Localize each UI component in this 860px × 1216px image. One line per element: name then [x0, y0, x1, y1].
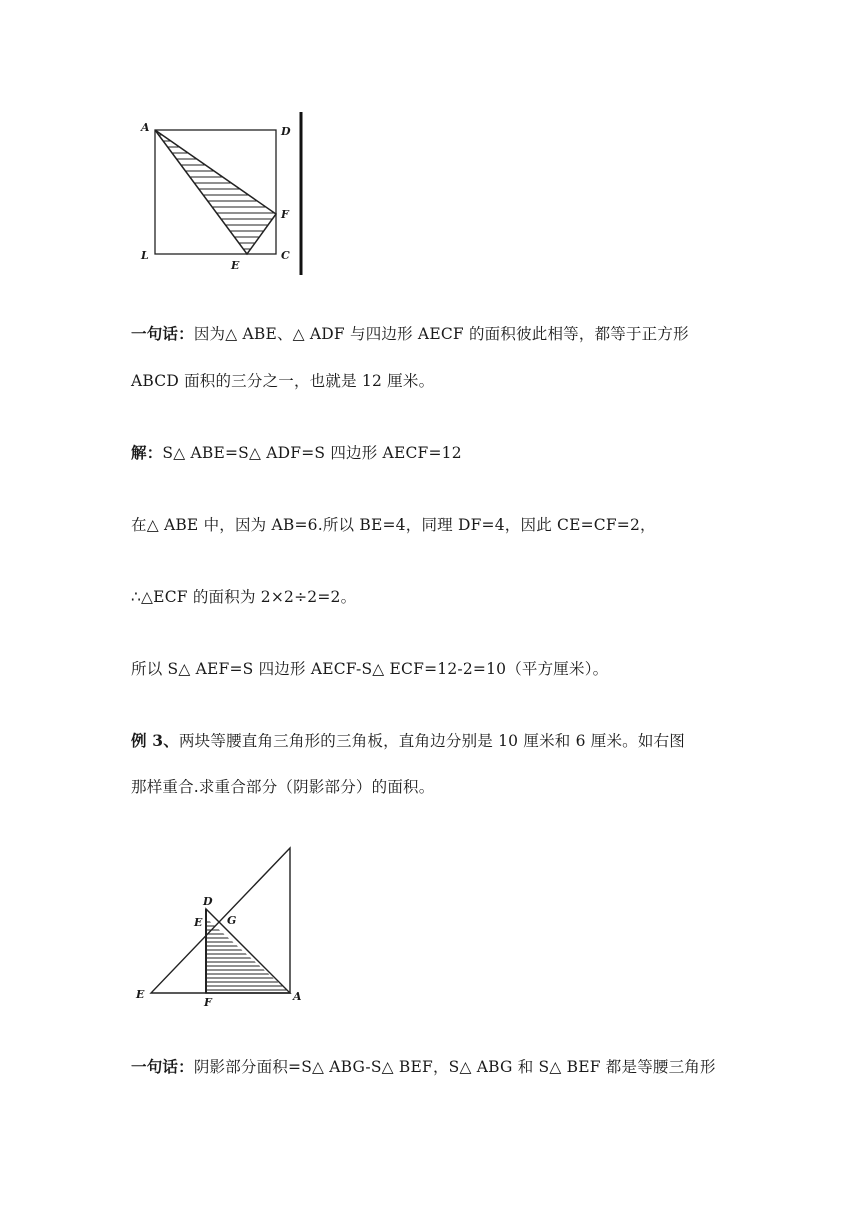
paragraph-1-line-1 [131, 323, 689, 345]
paragraph-2-label: 一句话： [131, 1057, 194, 1076]
example-3-line-2 [131, 776, 434, 798]
solution-label: 解： [131, 443, 163, 462]
label-e: E [231, 259, 240, 272]
solution-text-3: ∴△ECF 的面积为 2×2÷2=2。 [131, 588, 357, 606]
paragraph-1-line-2 [131, 370, 434, 392]
example-3-label: 例 3、 [131, 731, 179, 750]
label-f: F [281, 208, 289, 221]
paragraph-1-label: 一句话： [131, 324, 194, 343]
solution-line-4 [131, 658, 608, 680]
paragraph-2-text-1: 阴影部分面积=S△ ABG-S△ BEF，S△ ABG 和 S△ BEF 都是等腰三角形 [193, 1058, 716, 1076]
label-a: A [293, 990, 302, 1003]
figure-square-diagram [130, 105, 310, 280]
solution-text-4: 所以 S△ AEF=S 四边形 AECF-S△ ECF=12-2=10（平方厘米）。 [131, 660, 609, 678]
solution-line-3 [131, 586, 356, 608]
solution-text-1: S△ ABE=S△ ADF=S 四边形 AECF=12 [162, 444, 462, 462]
solution-text-2: 在△ ABE 中，因为 AB=6.所以 BE=4，同理 DF=4，因此 CE=CF=2， [131, 516, 656, 534]
label-l: L [141, 249, 149, 262]
label-c: C [281, 249, 290, 262]
shaded-triangle-hatch [130, 135, 310, 249]
solution-line-1 [131, 442, 462, 464]
paragraph-2-line-1 [131, 1056, 716, 1078]
paragraph-1-text-1: 因为△ ABE、△ ADF 与四边形 AECF 的面积彼此相等，都等于正方形 [193, 325, 689, 343]
label-g: G [227, 914, 237, 927]
small-triangle [206, 909, 290, 993]
figure-overlapping-triangles [130, 838, 330, 1013]
label-e-upper: E [194, 916, 203, 929]
label-d: D [281, 125, 291, 138]
example-3-text-1: 两块等腰直角三角形的三角板，直角边分别是 10 厘米和 6 厘米。如右图 [178, 732, 685, 750]
example-3-line-1 [131, 730, 685, 752]
triangle-aef [155, 130, 276, 254]
label-d: D [203, 895, 213, 908]
label-a: A [141, 121, 150, 134]
paragraph-1-text-2: ABCD 面积的三分之一，也就是 12 厘米。 [131, 372, 435, 390]
label-f: F [204, 996, 212, 1009]
solution-line-2 [131, 514, 656, 536]
example-3-text-2: 那样重合.求重合部分（阴影部分）的面积。 [131, 778, 435, 796]
square-outline [155, 130, 276, 254]
label-e-lower: E [136, 988, 145, 1001]
